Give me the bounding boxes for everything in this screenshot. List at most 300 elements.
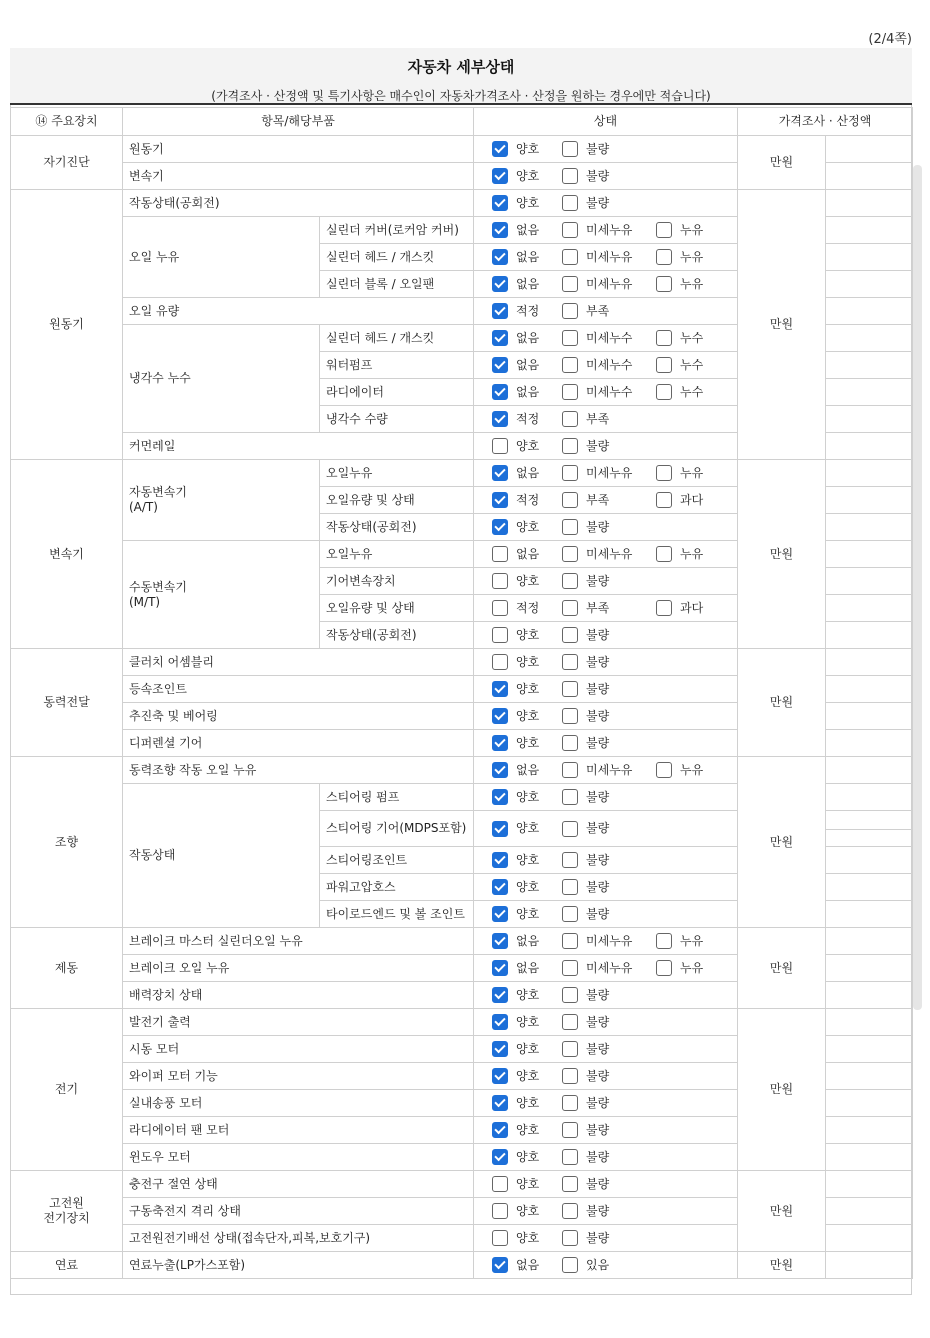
checkbox[interactable] [492,195,508,211]
checkbox-label: 누유 [680,249,704,264]
state-cell [474,874,738,901]
state-cell [474,1009,738,1036]
checkbox[interactable] [562,276,578,292]
checkbox-label: 양호 [516,1041,540,1056]
price-input[interactable] [826,622,913,649]
checkbox[interactable] [562,735,578,751]
item-label: 커먼레일 [123,433,474,460]
price-input[interactable] [826,595,913,622]
checkbox[interactable] [562,879,578,895]
item-label: 추진축 및 베어링 [123,703,474,730]
checkbox[interactable] [562,330,578,346]
price-input[interactable] [826,1036,913,1063]
checkbox[interactable] [492,1014,508,1030]
item-label: 등속조인트 [123,676,474,703]
checkbox-label: 불량 [586,879,610,894]
checkbox[interactable] [492,411,508,427]
checkbox[interactable] [562,821,578,837]
checkbox[interactable] [656,762,672,778]
checkbox-label: 양호 [516,879,540,894]
checkbox-label: 불량 [586,1230,610,1245]
checkbox[interactable] [492,492,508,508]
state-options [480,1225,731,1251]
checkbox[interactable] [492,1122,508,1138]
state-cell [474,244,738,271]
state-cell [474,514,738,541]
checkbox-label: 누유 [680,762,704,777]
state-cell [474,1144,738,1171]
item-label: 라디에이터 팬 모터 [123,1117,474,1144]
checkbox-label: 미세누유 [586,762,633,777]
checkbox-label: 양호 [516,141,540,156]
checkbox-label: 부족 [586,492,610,507]
checkbox[interactable] [562,906,578,922]
checkbox-label: 없음 [516,762,540,777]
price-input[interactable] [826,190,913,217]
checkbox-label: 양호 [516,1176,540,1191]
checkbox[interactable] [492,357,508,373]
price-input[interactable] [826,325,913,352]
checkbox-label: 불량 [586,1095,610,1110]
price-input[interactable] [826,955,913,982]
state-cell [474,190,738,217]
checkbox-label: 양호 [516,708,540,723]
checkbox[interactable] [492,1149,508,1165]
checkbox[interactable] [492,573,508,589]
state-options [480,1090,731,1116]
checkbox[interactable] [656,384,672,400]
price-input[interactable] [826,568,913,595]
checkbox[interactable] [492,1203,508,1219]
price-unit: 만원 [738,757,826,928]
item-label: 작동상태(공회전) [320,622,474,649]
state-options [480,649,731,675]
checkbox[interactable] [562,249,578,265]
header-price: 가격조사 · 산정액 [738,108,913,136]
checkbox[interactable] [656,933,672,949]
state-cell [474,1090,738,1117]
state-cell [474,1117,738,1144]
item-label: 브레이크 마스터 실린더오일 누유 [123,928,474,955]
state-options [480,460,731,486]
checkbox[interactable] [656,465,672,481]
checkbox[interactable] [492,276,508,292]
checkbox[interactable] [562,411,578,427]
checkbox[interactable] [492,735,508,751]
group-oil-leak: 오일 누유 [123,217,320,298]
checkbox[interactable] [562,1257,578,1273]
state-cell [474,1036,738,1063]
item-label: 클러치 어셈블리 [123,649,474,676]
price-input[interactable] [826,757,913,784]
checkbox[interactable] [562,1149,578,1165]
checkbox[interactable] [562,1176,578,1192]
checkbox[interactable] [492,1257,508,1273]
price-input[interactable] [826,847,913,874]
checkbox[interactable] [492,762,508,778]
item-label: 동력조향 작동 오일 누유 [123,757,474,784]
price-input[interactable] [826,1117,913,1144]
checkbox[interactable] [492,879,508,895]
price-input[interactable] [826,901,913,928]
item-label: 오일 유량 [123,298,474,325]
group-automatic: 자동변속기 (A/T) [123,460,320,541]
item-label: 스티어링 펌프 [320,784,474,811]
state-options [480,928,731,954]
checkbox[interactable] [492,600,508,616]
checkbox[interactable] [492,222,508,238]
state-options [480,816,731,842]
checkbox[interactable] [492,1176,508,1192]
checkbox-label: 양호 [516,1203,540,1218]
price-input[interactable] [826,928,913,955]
price-input[interactable] [826,298,913,325]
checkbox[interactable] [562,627,578,643]
checkbox[interactable] [492,168,508,184]
checkbox-label: 미세누유 [586,249,633,264]
checkbox-label: 미세누유 [586,222,633,237]
price-unit: 만원 [738,928,826,1009]
group-coolant-leak: 냉각수 누수 [123,325,320,433]
checkbox[interactable] [492,987,508,1003]
state-cell [474,298,738,325]
state-cell [474,541,738,568]
price-input[interactable] [826,541,913,568]
price-input[interactable] [826,460,913,487]
checkbox[interactable] [656,546,672,562]
price-input[interactable] [826,1252,913,1279]
item-label: 워터펌프 [320,352,474,379]
state-options [480,406,731,432]
checkbox[interactable] [656,960,672,976]
state-options [480,541,731,567]
checkbox[interactable] [656,249,672,265]
checkbox[interactable] [562,1014,578,1030]
checkbox-label: 미세누유 [586,276,633,291]
price-input[interactable] [826,676,913,703]
checkbox[interactable] [562,960,578,976]
checkbox-label: 불량 [586,1203,610,1218]
checkbox-label: 불량 [586,519,610,534]
checkbox[interactable] [562,384,578,400]
checkbox[interactable] [492,249,508,265]
checkbox[interactable] [656,330,672,346]
checkbox-label: 불량 [586,1041,610,1056]
checkbox-label: 양호 [516,1149,540,1164]
state-cell [474,406,738,433]
state-options [480,1171,731,1197]
price-input[interactable] [826,1090,913,1117]
state-options [480,1252,731,1278]
checkbox[interactable] [492,330,508,346]
checkbox-label: 없음 [516,330,540,345]
item-label: 실린더 블록 / 오일팬 [320,271,474,298]
checkbox[interactable] [562,1122,578,1138]
checkbox-label: 양호 [516,789,540,804]
price-input[interactable] [826,703,913,730]
price-unit: 만원 [738,460,826,649]
category-engine: 원동기 [11,190,123,460]
state-options [480,244,731,270]
checkbox[interactable] [656,492,672,508]
state-cell [474,595,738,622]
item-label: 고전원전기배선 상태(접속단자,피복,보호기구) [123,1225,474,1252]
checkbox[interactable] [492,654,508,670]
checkbox-label: 없음 [516,276,540,291]
checkbox-label: 양호 [516,438,540,453]
item-label: 작동상태(공회전) [320,514,474,541]
checkbox[interactable] [492,821,508,837]
state-cell [474,271,738,298]
price-input[interactable] [826,352,913,379]
checkbox-label: 양호 [516,573,540,588]
state-cell [474,811,738,847]
checkbox[interactable] [492,1230,508,1246]
checkbox-label: 미세누유 [586,465,633,480]
price-input[interactable] [826,1063,913,1090]
state-options [480,901,731,927]
checkbox[interactable] [562,762,578,778]
checkbox[interactable] [562,222,578,238]
checkbox-label: 적정 [516,411,540,426]
checkbox[interactable] [562,1230,578,1246]
checkbox[interactable] [562,933,578,949]
checkbox[interactable] [562,303,578,319]
item-label: 오일유량 및 상태 [320,595,474,622]
form-subtitle: (가격조사 · 산정액 및 특기사항은 매수인이 자동차가격조사 · 산정을 원하는 경우에만 적습니다) [211,89,711,103]
checkbox-label: 양호 [516,519,540,534]
checkbox[interactable] [492,438,508,454]
price-input[interactable] [826,874,913,901]
checkbox-label: 부족 [586,303,610,318]
price-input[interactable] [826,136,913,163]
checkbox-label: 불량 [586,852,610,867]
state-cell [474,622,738,649]
state-cell [474,730,738,757]
checkbox-label: 없음 [516,933,540,948]
header-item: 항목/해당부품 [123,108,474,136]
price-input[interactable] [826,163,913,190]
checkbox-label: 불량 [586,1122,610,1137]
checkbox[interactable] [562,438,578,454]
state-options [480,163,731,189]
checkbox[interactable] [492,906,508,922]
checkbox[interactable] [492,546,508,562]
checkbox-label: 불량 [586,789,610,804]
checkbox-label: 불량 [586,735,610,750]
checkbox[interactable] [562,573,578,589]
price-input[interactable] [826,1144,913,1171]
item-label: 연료누출(LP가스포함) [123,1252,474,1279]
checkbox-label: 불량 [586,681,610,696]
scrollbar[interactable] [913,165,922,1010]
item-label: 디퍼렌셜 기어 [123,730,474,757]
price-input[interactable] [826,1009,913,1036]
item-label: 변속기 [123,163,474,190]
checkbox[interactable] [492,465,508,481]
price-input[interactable] [826,1225,913,1252]
state-options [480,622,731,648]
header-state: 상태 [474,108,738,136]
category-self-diagnosis: 자기진단 [11,136,123,190]
state-options [480,595,731,621]
checkbox-label: 불량 [586,168,610,183]
price-unit: 만원 [738,136,826,190]
checkbox[interactable] [492,519,508,535]
price-input[interactable] [826,406,913,433]
checkbox[interactable] [492,1095,508,1111]
checkbox[interactable] [656,276,672,292]
checkbox-label: 누수 [680,330,704,345]
category-steering: 조향 [11,757,123,928]
checkbox[interactable] [562,195,578,211]
checkbox[interactable] [492,384,508,400]
checkbox[interactable] [562,1095,578,1111]
checkbox[interactable] [562,1068,578,1084]
checkbox-label: 누유 [680,465,704,480]
checkbox[interactable] [492,141,508,157]
item-label: 기어변속장치 [320,568,474,595]
state-options [480,1063,731,1089]
price-input[interactable] [826,487,913,514]
checkbox-label: 양호 [516,987,540,1002]
item-label: 실린더 커버(로커암 커버) [320,217,474,244]
state-options [480,703,731,729]
price-input[interactable] [826,379,913,406]
item-label: 실내송풍 모터 [123,1090,474,1117]
checkbox-label: 누유 [680,546,704,561]
state-cell [474,433,738,460]
checkbox-label: 양호 [516,906,540,921]
price-input[interactable] [826,433,913,460]
checkbox[interactable] [562,357,578,373]
checkbox-label: 불량 [586,987,610,1002]
item-label: 파워고압호스 [320,874,474,901]
checkbox-label: 불량 [586,1176,610,1191]
checkbox-label: 부족 [586,600,610,615]
checkbox[interactable] [492,933,508,949]
detail-status-table [10,107,913,1279]
price-input[interactable] [826,730,913,757]
checkbox-label: 양호 [516,735,540,750]
price-input[interactable] [826,649,913,676]
state-options [480,982,731,1008]
checkbox[interactable] [562,600,578,616]
price-input[interactable] [826,1171,913,1198]
checkbox[interactable] [656,222,672,238]
checkbox[interactable] [656,600,672,616]
checkbox[interactable] [562,492,578,508]
checkbox[interactable] [492,852,508,868]
item-label: 브레이크 오일 누유 [123,955,474,982]
checkbox-label: 불량 [586,1014,610,1029]
checkbox[interactable] [562,1203,578,1219]
checkbox[interactable] [562,465,578,481]
state-options [480,217,731,243]
price-input[interactable] [826,244,913,271]
state-cell [474,352,738,379]
state-options [480,757,731,783]
checkbox-label: 없음 [516,465,540,480]
state-options [480,1198,731,1224]
checkbox-label: 불량 [586,654,610,669]
state-cell [474,928,738,955]
page-number: (2/4쪽) [868,32,912,47]
checkbox[interactable] [562,789,578,805]
checkbox-label: 미세누유 [586,960,633,975]
checkbox[interactable] [492,1041,508,1057]
price-input[interactable] [826,830,913,847]
checkbox-label: 과다 [680,600,704,615]
checkbox-label: 미세누수 [586,357,633,372]
state-options [480,433,731,459]
item-label: 라디에이터 [320,379,474,406]
checkbox[interactable] [492,681,508,697]
checkbox[interactable] [562,546,578,562]
checkbox[interactable] [562,141,578,157]
checkbox[interactable] [562,987,578,1003]
checkbox-label: 없음 [516,384,540,399]
category-power-transmission: 동력전달 [11,649,123,757]
checkbox[interactable] [562,681,578,697]
checkbox-label: 불량 [586,195,610,210]
checkbox[interactable] [562,519,578,535]
price-input[interactable] [826,811,913,830]
state-options [480,325,731,351]
checkbox[interactable] [492,1068,508,1084]
price-input[interactable] [826,217,913,244]
checkbox-label: 누유 [680,276,704,291]
price-input[interactable] [826,514,913,541]
state-cell [474,568,738,595]
checkbox-label: 미세누유 [586,933,633,948]
state-cell [474,847,738,874]
state-cell [474,217,738,244]
checkbox[interactable] [562,1041,578,1057]
checkbox[interactable] [562,708,578,724]
state-options [480,955,731,981]
checkbox[interactable] [656,357,672,373]
price-input[interactable] [826,982,913,1009]
checkbox-label: 누수 [680,384,704,399]
checkbox-label: 없음 [516,222,540,237]
price-input[interactable] [826,271,913,298]
price-input[interactable] [826,1198,913,1225]
header-main-device: ⑭ 주요장치 [11,108,123,136]
checkbox[interactable] [492,960,508,976]
checkbox[interactable] [492,627,508,643]
state-cell [474,1225,738,1252]
state-cell [474,460,738,487]
checkbox[interactable] [492,789,508,805]
checkbox[interactable] [562,654,578,670]
state-cell [474,649,738,676]
price-input[interactable] [826,784,913,811]
item-label: 오일유량 및 상태 [320,487,474,514]
item-label: 발전기 출력 [123,1009,474,1036]
state-cell [474,955,738,982]
category-fuel: 연료 [11,1252,123,1279]
checkbox-label: 없음 [516,960,540,975]
state-cell [474,1252,738,1279]
checkbox-label: 양호 [516,852,540,867]
checkbox[interactable] [492,303,508,319]
checkbox[interactable] [562,168,578,184]
checkbox-label: 적정 [516,600,540,615]
checkbox[interactable] [492,708,508,724]
checkbox[interactable] [562,852,578,868]
title-block [10,48,912,105]
